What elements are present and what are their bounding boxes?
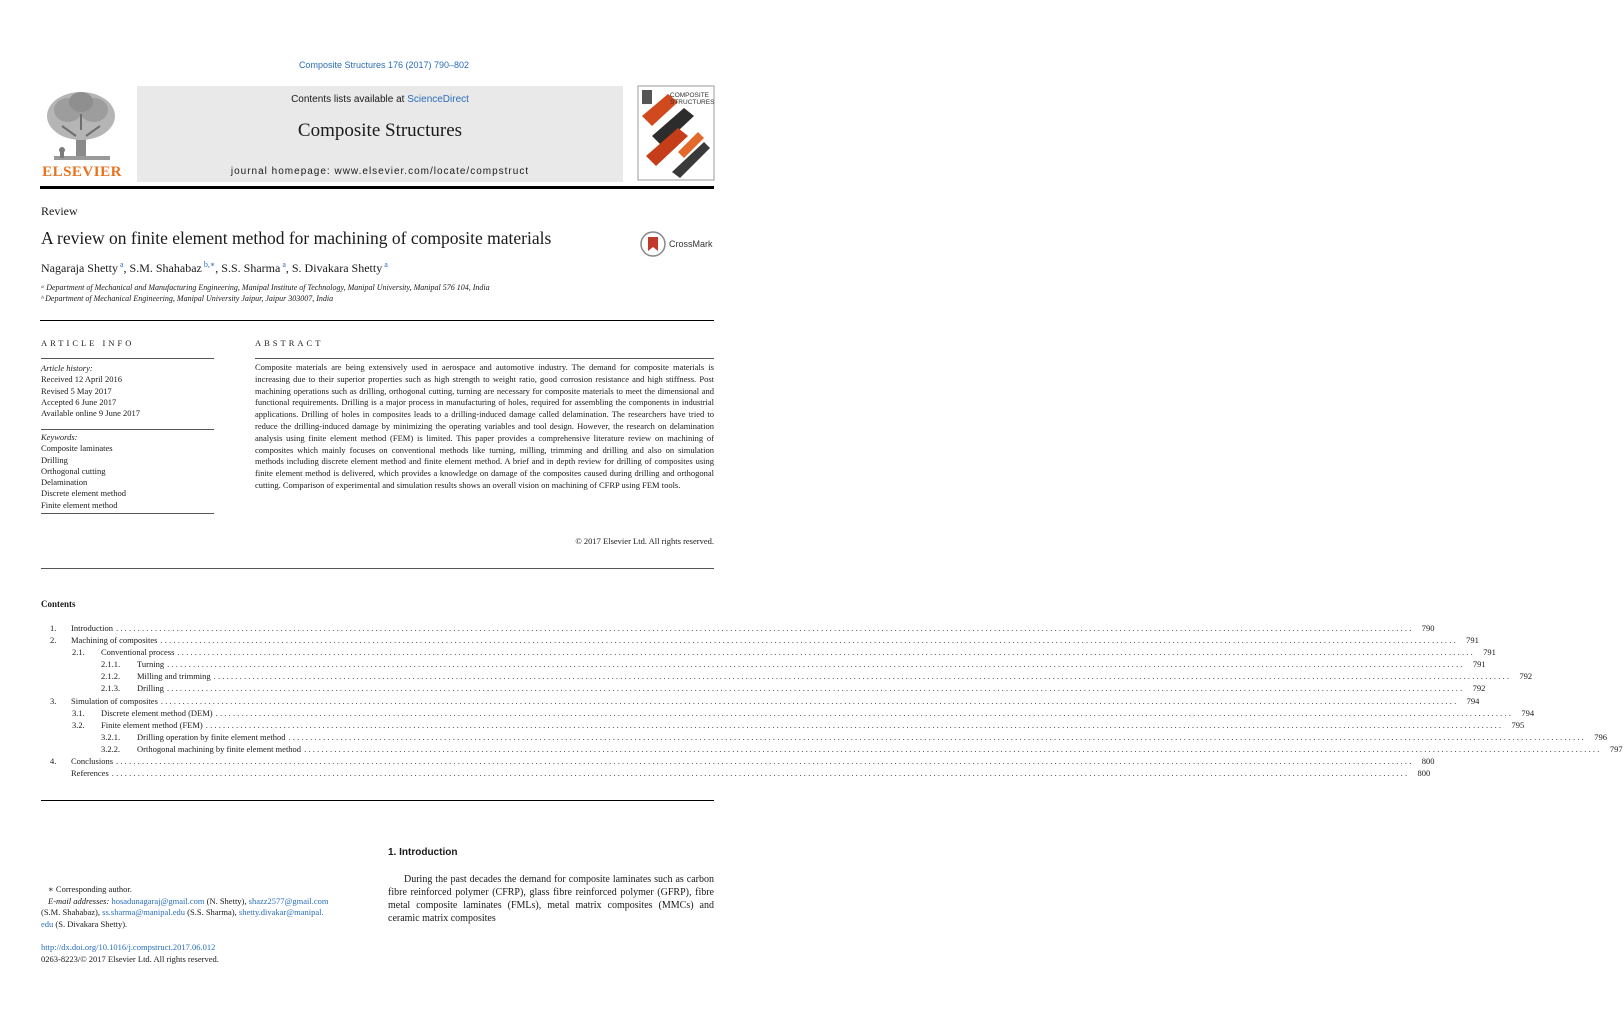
history-entry: Accepted 6 June 2017 xyxy=(41,396,117,407)
toc-page-number: 800 xyxy=(1417,768,1431,779)
email-link[interactable]: hosadunagaraj@gmail.com xyxy=(111,895,205,906)
toc-leader-dots: ............................................................................................................................................................................................................................................................................................................ xyxy=(160,635,1458,646)
toc-title: Drilling xyxy=(137,683,164,694)
toc-leader-dots: ............................................................................................................................................................................................................................................................................................................ xyxy=(205,719,1504,730)
cover-title-line1: COMPOSITE xyxy=(670,92,710,99)
toc-entry[interactable] xyxy=(41,646,1496,658)
toc-number: 2.1. xyxy=(72,647,85,658)
author-name: S. Divakara Shetty xyxy=(291,261,383,275)
elsevier-logo xyxy=(40,86,124,180)
keywords-block xyxy=(41,432,126,511)
author-affiliation-marker[interactable]: b,∗ xyxy=(201,260,216,269)
email-owner: (N. Shetty), xyxy=(204,895,249,906)
abstract-text: Composite materials are being extensively used in aerospace and automotive industry. The demand for composite materials is increasing due to their superior properties such as high strength to weight ratio, good corrosion resistance and high stiffness. Post machining operations such as drilling, orthogonal cutting, turning are necessary for composite materials to meet the dimensional and functional requirements. Drilling is a major process in manufacturing of holes, required for assembling the components in industrial applications. Drilling of holes in composites leads to a drilling-induced damage called delamination. The researchers have tried to reduce the drilling-induced damage by minimizing the operating variables and tool design. However, the research on delamination analysis using finite element method (FEM) is limited. This paper provides a comprehensive literature review on machining of composites which mainly focuses on conventional methods like turning, milling, trimming and drilling and also on simulation methods including discrete element method and finite element method. A brief and in depth review for drilling of composites using finite element method is delivered, which provides a knowledge on damage of the composites caused during drilling and orthogonal cutting. Comparison of experimental and simulation results shows an overall vision on machining of CFRP using FEM tools. xyxy=(255,362,714,490)
toc-title: Turning xyxy=(137,659,165,670)
email-addresses-cont xyxy=(41,907,371,919)
history-entry: Revised 5 May 2017 xyxy=(41,385,112,396)
keywords-label: Keywords: xyxy=(41,432,78,442)
toc-number: 4. xyxy=(50,756,57,767)
introduction-paragraph: During the past decades the demand for composite laminates such as carbon fibre reinforced polymer (CFRP), glass fibre reinforced polymer (GFRP), fibre metal composite laminates (FMLs), metal matrix composites (MMCs) and ceramic matrix composites xyxy=(388,874,714,925)
toc-leader-dots: ............................................................................................................................................................................................................................................................................................................ xyxy=(304,743,1602,754)
info-divider xyxy=(41,358,214,359)
author-affiliation-marker[interactable]: a xyxy=(382,260,388,269)
author-separator: , xyxy=(215,261,222,275)
toc-page-number: 790 xyxy=(1421,623,1435,633)
abstract-copyright: © 2017 Elsevier Ltd. All rights reserved. xyxy=(575,536,714,546)
toc-entry[interactable] xyxy=(41,670,1533,682)
keywords-list xyxy=(41,443,126,511)
author-separator: , xyxy=(285,261,292,275)
info-divider xyxy=(41,513,214,514)
toc-page-number: 792 xyxy=(1519,671,1533,682)
toc-leader-dots: ............................................................................................................................................................................................................................................................................................................ xyxy=(111,768,1410,779)
contents-prefix: Contents lists available at xyxy=(291,94,408,105)
toc-page-number: 796 xyxy=(1594,731,1607,742)
toc-title: Orthogonal machining by finite element method xyxy=(137,743,302,754)
toc-leader-dots: ............................................................................................................................................................................................................................................................................................................ xyxy=(213,671,1512,682)
toc-number: 3.2.1. xyxy=(101,731,121,742)
introduction-heading: 1. Introduction xyxy=(388,847,458,858)
abstract-divider xyxy=(255,358,714,359)
toc-title: References xyxy=(71,768,109,779)
toc-number: 2.1.1. xyxy=(101,659,121,670)
email-addresses xyxy=(41,896,371,908)
journal-homepage[interactable]: journal homepage: www.elsevier.com/locate/compstruct xyxy=(230,166,530,177)
email-label: E-mail addresses: xyxy=(48,895,110,906)
table-of-contents xyxy=(41,622,1623,779)
author-name: S.S. Sharma xyxy=(221,261,281,275)
cover-title-line2: STRUCTURES xyxy=(670,99,715,106)
keyword: Discrete element method xyxy=(41,488,126,499)
author-affiliation-marker[interactable]: a xyxy=(117,260,124,269)
toc-number: 3.2. xyxy=(72,719,85,730)
article-title: A review on finite element method for machining of composite materials xyxy=(41,228,552,248)
keyword: Delamination xyxy=(41,477,88,488)
history-entry: Available online 9 June 2017 xyxy=(41,408,140,419)
affiliation-b: ᵇ Department of Mechanical Engineering, Manipal University Jaipur, Jaipur 303007, India xyxy=(41,294,334,303)
toc-page-number: 797 xyxy=(1609,743,1623,754)
email-link[interactable]: shazz2577@gmail.com xyxy=(248,895,329,906)
toc-page-number: 791 xyxy=(1483,647,1496,658)
contents-availability xyxy=(137,94,623,105)
journal-title: Composite Structures xyxy=(297,120,463,141)
article-type: Review xyxy=(41,204,78,218)
toc-title: Introduction xyxy=(71,623,114,633)
abstract-heading: ABSTRACT xyxy=(255,338,324,348)
author-separator: , xyxy=(123,261,130,275)
toc-title: Drilling operation by finite element method xyxy=(137,731,286,742)
toc-entry[interactable] xyxy=(41,634,1479,646)
toc-leader-dots: ............................................................................................................................................................................................................................................................................................................ xyxy=(167,659,1465,670)
email-addresses-cont xyxy=(41,919,371,931)
toc-entry[interactable] xyxy=(41,658,1486,670)
toc-entry[interactable] xyxy=(41,695,1480,707)
email-link[interactable]: ss.sharma@manipal.edu xyxy=(102,907,186,917)
email-owner: (S. Divakara Shetty). xyxy=(53,918,128,929)
toc-title: Simulation of composites xyxy=(71,695,158,706)
doi-link[interactable]: http://dx.doi.org/10.1016/j.compstruct.2017.06.012 xyxy=(41,942,216,952)
contents-rule xyxy=(41,800,714,801)
issn-line: 0263-8223/© 2017 Elsevier Ltd. All rights reserved. xyxy=(41,953,219,964)
toc-leader-dots: ............................................................................................................................................................................................................................................................................................................ xyxy=(166,683,1465,694)
article-info-heading: ARTICLE INFO xyxy=(41,338,135,348)
toc-page-number: 794 xyxy=(1466,695,1480,706)
toc-page-number: 794 xyxy=(1521,707,1535,718)
contents-heading: Contents xyxy=(41,599,76,609)
toc-title: Machining of composites xyxy=(71,635,158,646)
publisher-name: ELSEVIER xyxy=(42,164,122,180)
toc-leader-dots: ............................................................................................................................................................................................................................................................................................................ xyxy=(288,731,1586,742)
sciencedirect-link[interactable]: ScienceDirect xyxy=(407,94,469,105)
toc-entry[interactable] xyxy=(41,743,1623,755)
email-owner: (S.S. Sharma), xyxy=(185,907,239,917)
author-list xyxy=(41,260,388,276)
email-link[interactable]: shetty.divakar@manipal. xyxy=(238,907,324,917)
author-name: Nagaraja Shetty xyxy=(41,261,118,275)
toc-title: Finite element method (FEM) xyxy=(101,719,203,730)
toc-leader-dots: ............................................................................................................................................................................................................................................................................................................ xyxy=(177,647,1475,658)
toc-leader-dots: ............................................................................................................................................................................................................................................................................................................ xyxy=(215,707,1514,718)
toc-leader-dots: ............................................................................................................................................................................................................................................................................................................ xyxy=(160,695,1459,706)
info-divider xyxy=(41,429,214,430)
email-link[interactable]: edu xyxy=(41,918,54,929)
history-entry: Received 12 April 2016 xyxy=(41,374,122,385)
keyword: Orthogonal cutting xyxy=(41,465,106,476)
journal-reference-link[interactable]: Composite Structures 176 (2017) 790–802 xyxy=(298,60,470,70)
toc-page-number: 795 xyxy=(1511,719,1525,730)
toc-title: Conclusions xyxy=(71,756,114,767)
toc-entry[interactable] xyxy=(41,731,1607,743)
toc-entry[interactable] xyxy=(41,682,1486,694)
affiliation-a: ᵃ Department of Mechanical and Manufacturing Engineering, Manipal Institute of Technology, Manipal University, Manipal 576 104, India xyxy=(41,283,490,292)
article-history xyxy=(41,363,140,419)
toc-entry[interactable] xyxy=(41,719,1525,731)
toc-number: 3.1. xyxy=(72,707,85,718)
author-name: S.M. Shahabaz xyxy=(129,261,202,275)
author-affiliation-marker[interactable]: a xyxy=(280,260,286,269)
crossmark-badge[interactable] xyxy=(640,230,713,258)
toc-title: Milling and trimming xyxy=(137,671,211,682)
journal-cover xyxy=(638,86,714,180)
history-list xyxy=(41,374,140,419)
doi-block xyxy=(41,942,219,965)
corresponding-author-note: ∗ Corresponding author. xyxy=(48,884,132,894)
toc-entry[interactable] xyxy=(41,755,1435,767)
toc-number: 2.1.2. xyxy=(101,671,121,682)
introduction-text xyxy=(388,873,714,925)
keyword: Composite laminates xyxy=(41,443,113,454)
history-label: Article history: xyxy=(41,363,93,373)
email-owner: (S.M. Shahabaz), xyxy=(41,907,103,917)
toc-number: 3.2.2. xyxy=(101,743,121,754)
header-rule xyxy=(40,186,714,189)
toc-page-number: 792 xyxy=(1472,683,1486,694)
footnotes xyxy=(41,884,371,930)
abstract-bottom-rule xyxy=(41,568,714,569)
crossmark-icon xyxy=(640,231,666,257)
toc-entry[interactable] xyxy=(41,707,1535,719)
toc-number: 2.1.3. xyxy=(101,683,121,694)
toc-page-number: 800 xyxy=(1421,756,1435,767)
toc-page-number: 791 xyxy=(1466,635,1479,646)
toc-number: 3. xyxy=(50,695,57,706)
toc-number: 1. xyxy=(50,623,57,633)
crossmark-label: CrossMark xyxy=(669,239,713,249)
toc-entry[interactable] xyxy=(41,767,1431,779)
keyword: Finite element method xyxy=(41,499,118,510)
toc-title: Conventional process xyxy=(101,647,175,658)
keyword: Drilling xyxy=(41,454,68,465)
toc-leader-dots: ............................................................................................................................................................................................................................................................................................................ xyxy=(116,623,1414,633)
toc-number: 2. xyxy=(50,635,57,646)
toc-page-number: 791 xyxy=(1472,659,1486,670)
toc-leader-dots: ............................................................................................................................................................................................................................................................................................................ xyxy=(116,756,1414,767)
title-rule xyxy=(40,320,714,321)
cover-title xyxy=(670,92,714,106)
toc-title: Discrete element method (DEM) xyxy=(101,707,213,718)
toc-entry[interactable] xyxy=(41,622,1435,634)
